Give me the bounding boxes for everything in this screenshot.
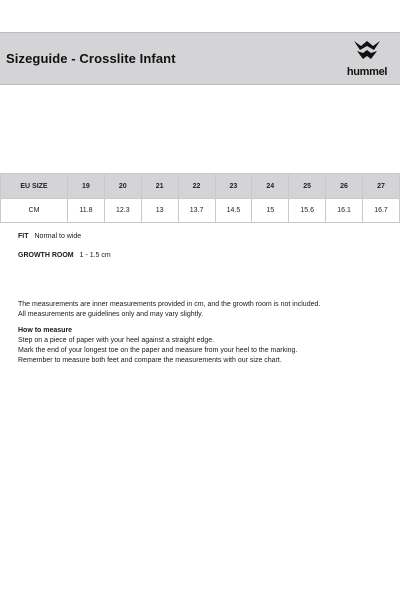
cm-cell: 15 — [252, 199, 289, 223]
cm-cell: 16.7 — [363, 199, 400, 223]
cm-cell: 11.8 — [68, 199, 105, 223]
eu-size-cell: 21 — [141, 174, 178, 199]
growth-room-label: GROWTH ROOM — [18, 252, 74, 259]
fit-value: Normal to wide — [34, 233, 82, 240]
cm-row — [1, 199, 400, 223]
cm-cell: 13 — [141, 199, 178, 223]
eu-size-cell: 25 — [289, 174, 326, 199]
growth-room-info — [18, 252, 111, 259]
howto-step: Step on a piece of paper with your heel against a straight edge. — [18, 337, 215, 344]
eu-size-cell: 19 — [68, 174, 105, 199]
howto-step: Mark the end of your longest toe on the paper and measure from your heel to the marking. — [18, 347, 298, 354]
eu-size-cell: 22 — [178, 174, 215, 199]
eu-size-cell: 24 — [252, 174, 289, 199]
size-chart-table — [0, 173, 400, 223]
eu-size-cell: 20 — [104, 174, 141, 199]
cm-cell: 13.7 — [178, 199, 215, 223]
cm-cell: 14.5 — [215, 199, 252, 223]
fit-info — [18, 233, 81, 240]
fit-label: FIT — [18, 233, 29, 240]
note-line: The measurements are inner measurements provided in cm, and the growth room is not included. — [18, 301, 321, 308]
how-to-measure-title: How to measure — [18, 327, 73, 334]
page-title: Sizeguide - Crosslite Infant — [6, 51, 176, 66]
bumblebee-icon — [353, 38, 381, 64]
cm-cell: 15.6 — [289, 199, 326, 223]
brand-wordmark: hummel — [346, 66, 388, 78]
eu-size-cell: 27 — [363, 174, 400, 199]
cm-cell: 12.3 — [104, 199, 141, 223]
eu-size-cell: 23 — [215, 174, 252, 199]
cm-cell: 16.1 — [326, 199, 363, 223]
eu-size-row — [1, 174, 400, 199]
eu-size-label: EU SIZE — [1, 174, 68, 199]
growth-room-value: 1 - 1.5 cm — [79, 252, 111, 259]
cm-label: CM — [1, 199, 68, 223]
note-line: All measurements are guidelines only and may vary slightly. — [18, 311, 204, 318]
howto-step: Remember to measure both feet and compare the measurements with our size chart. — [18, 357, 282, 364]
header-banner — [0, 32, 400, 85]
eu-size-cell: 26 — [326, 174, 363, 199]
measurement-notes — [18, 300, 320, 366]
hummel-logo — [344, 38, 390, 82]
